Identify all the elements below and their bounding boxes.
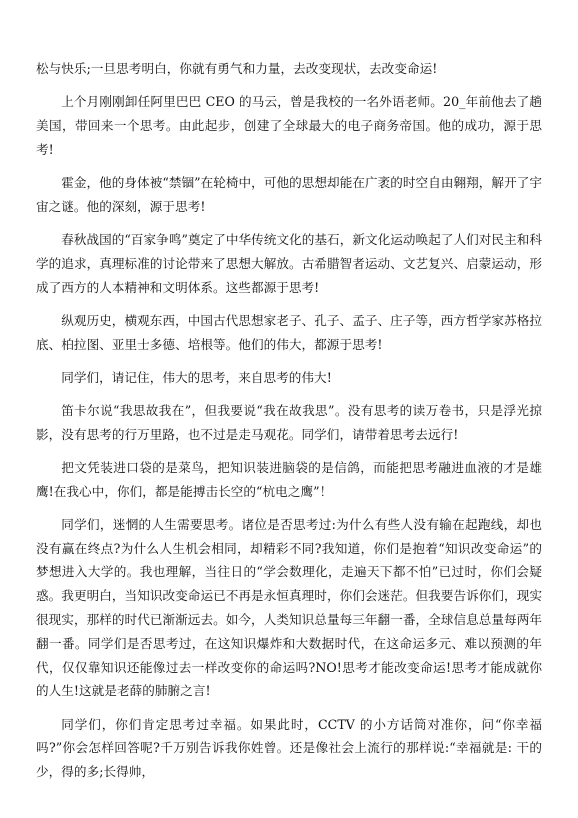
- paragraph-2: 上个月刚刚卸任阿里巴巴 CEO 的马云，曾是我校的一名外语老师。20_年前他去了趟美国，带回来一个思考。由此起步，创建了全球最大的电子商务帝国。他的成功，源于思考!: [36, 94, 542, 157]
- paragraph-3: 霍金，他的身体被“禁锢”在轮椅中，可他的思想却能在广袤的时空自由翱翔，解开了宇宙之谜。他的深刻，源于思考!: [36, 174, 542, 214]
- paragraph-7: 笛卡尔说“我思故我在”，但我要说“我在故我思”。没有思考的读万卷书，只是浮光掠影，没有思考的行万里路，也不过是走马观花。同学们，请带着思考去远行!: [36, 402, 542, 442]
- paragraph-4: 春秋战国的“百家争鸣”奠定了中华传统文化的基石，新文化运动唤起了人们对民主和科学的追求，真理标准的讨论带来了思想大解放。古希腊智者运动、文艺复兴、启蒙运动，形成了西方的人本精神和文明体系。这些都源于思考!: [36, 231, 542, 295]
- paragraph-6: 同学们，请记住，伟大的思考，来自思考的伟大!: [61, 369, 332, 385]
- paragraph-8: 把文凭装进口袋的是菜鸟，把知识装进脑袋的是信鸽，而能把思考融进血液的才是雄鹰!在我心中，你们，都是能搏击长空的“杭电之鹰”！: [36, 459, 542, 499]
- paragraph-1: 松与快乐;一旦思考明白，你就有勇气和力量，去改变现状，去改变命运!: [36, 61, 438, 76]
- paragraph-10: 同学们，你们肯定思考过幸福。如果此时，CCTV 的小方话筒对准你，问“你幸福吗?”你会怎样回答呢?千万别告诉我你姓曾。还是像社会上流行的那样说:“幸福就是: 干的少，得的多;长得帅，: [36, 716, 542, 780]
- paragraph-9: 同学们，迷惘的人生需要思考。诸位是否思考过:为什么有些人没有输在起跑线，却也没有赢在终点?为什么人生机会相同，却精彩不同?我知道，你们是抱着“知识改变命运”的梦想进入大学的。我也理解，当往日的“学会数理化，走遍天下都不怕”已过时，你们会疑惑。我更明白，当知识改变命运已不再是永恒真理时，你们会迷茫。但我要告诉你们，现实很现实，那样的时代已渐渐远去。如今，人类知识总量每三年翻一番，全球信息总量每两年翻一番。同学们是否思考过，在这知识爆炸和大数据时代，在这命运多元、难以预测的年代，仅仅靠知识还能像过去一样改变你的命运吗?NO!思考才能改变命运!思考才能成就你的人生!这就是老薛的肺腑之言!: [36, 516, 542, 699]
- paragraph-5: 纵观历史，横观东西，中国古代思想家老子、孔子、孟子、庄子等，西方哲学家苏格拉底、柏拉图、亚里士多德、培根等。他们的伟大，都源于思考!: [36, 312, 542, 352]
